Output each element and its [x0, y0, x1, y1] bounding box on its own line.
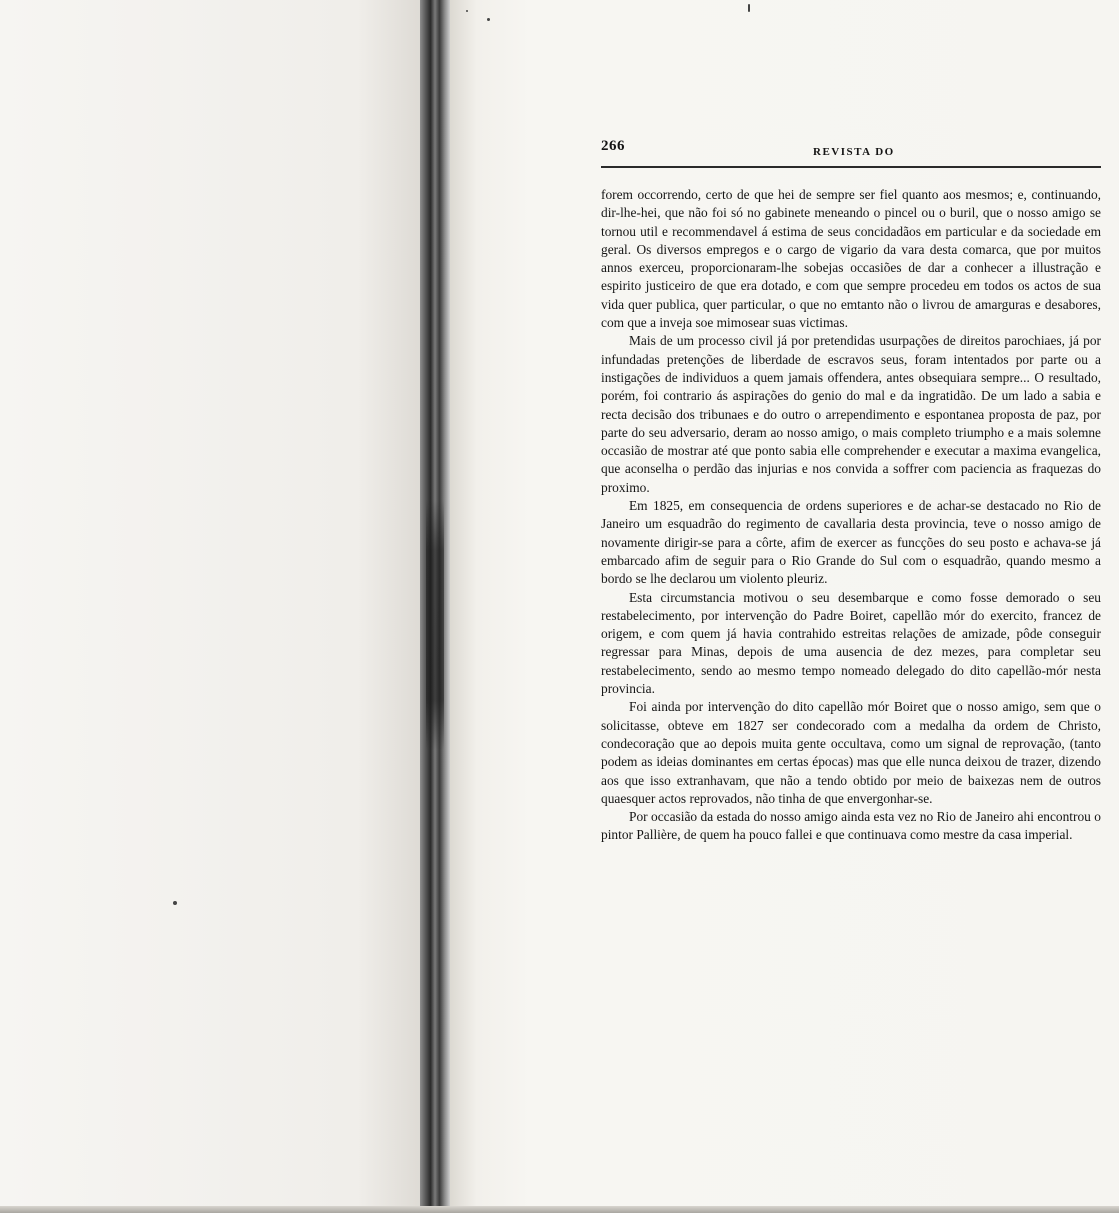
page-bottom-edge [0, 1206, 1119, 1213]
paper-speck [173, 901, 177, 905]
paragraph-2: Mais de um processo civil já por pretendidas usurpações de direitos parochiaes, já por infundadas pretenções de liberdade de escravos seus, foram intentados por parte ou a instigações de individuos a quem jamais offendera, antes obsequiara sempre... O resultado, porém, foi contrario ás aspirações do genio do mal e da ingratidão. De um lado a sabia e recta decisão dos tribunaes e do outro o arrependimento e espontanea proposta de paz, por parte do seu adversario, deram ao nosso amigo, o mais completo triumpho e a mais solemne occasião de mostrar até que ponto sabia elle comprehender e executar a maxima evangelica, que aconselha o perdão das injurias e nos convida a soffrer com paciencia as fraquezas do proximo. [601, 333, 1101, 495]
paper-speck [487, 18, 490, 21]
left-blank-page [0, 0, 420, 1213]
body-text [601, 186, 1101, 845]
paragraph-3: Em 1825, em consequencia de ordens superiores e de achar-se destacado no Rio de Janeiro um esquadrão do regimento de cavallaria desta provincia, teve o nosso amigo de novamente dirigir-se para a côrte, afim de exercer as funcções do seu posto e achava-se já embarcado afim de seguir para o Rio Grande do Sul com o esquadrão, quando mesmo a bordo se lhe declarou um violento pleuriz. [601, 498, 1101, 587]
paragraph-4: Esta circumstancia motivou o seu desembarque e como fosse demorado o seu restabelecimento, por intervenção do Padre Boiret, capellão mór do exercito, francez de origem, e com quem já havia contrahido estreitas relações de amizade, pôde conseguir regressar para Minas, depois de uma ausencia de dez mezes, para completar seu restabelecimento, sendo ao mesmo tempo nomeado delegado do dito capellão-mór nesta provincia. [601, 589, 1101, 697]
header-rule [601, 166, 1101, 168]
paragraph-5: Foi ainda por intervenção do dito capellão mór Boiret que o nosso amigo, sem que o solicitasse, obteve em 1827 ser condecorado com a medalha da ordem de Christo, condecoração que ao depois muita gente occultava, como um signal de reprovação, (tanto podem as ideias dominantes em certas épocas) mas que elle nunca deixou de trazer, dizendo aos que isso extranhavam, que não a tendo obtido por meio de baixezas nem de outros quaesquer actos reprovados, não tinha de que envergonhar-se. [601, 699, 1101, 806]
paper-speck [748, 4, 750, 12]
paragraph-6: Por occasião da estada do nosso amigo ainda esta vez no Rio de Janeiro ahi encontrou o pintor Pallière, de quem ha pouco fallei e que continuava como mestre da casa imperial. [601, 809, 1101, 843]
page-number: 266 [601, 138, 625, 154]
paragraph-1: forem occorrendo, certo de que hei de sempre ser fiel quanto aos mesmos; e, continuando, dir-lhe-hei, que não foi só no gabinete meneando o pincel ou o buril, que o nosso amigo se tornou util e recommendavel á estima de seus concidadãos em particular e da sociedade em geral. Os diversos empregos e o cargo de vigario da vara desta comarca, que por muitos annos exerceu, proporcionaram-lhe sobejas occasiões de dar a conhecer a illustração e espirito justiceiro de que era dotado, e com que sempre procedeu em todos os actos de sua vida quer publica, quer particular, o que no emtanto não o livrou de amarguras e desabores, com que a inveja soe mimosear suas victimas. [601, 187, 1101, 331]
spine-stain [426, 500, 444, 750]
running-head: REVISTA DO [813, 146, 895, 158]
paper-speck [466, 10, 468, 12]
